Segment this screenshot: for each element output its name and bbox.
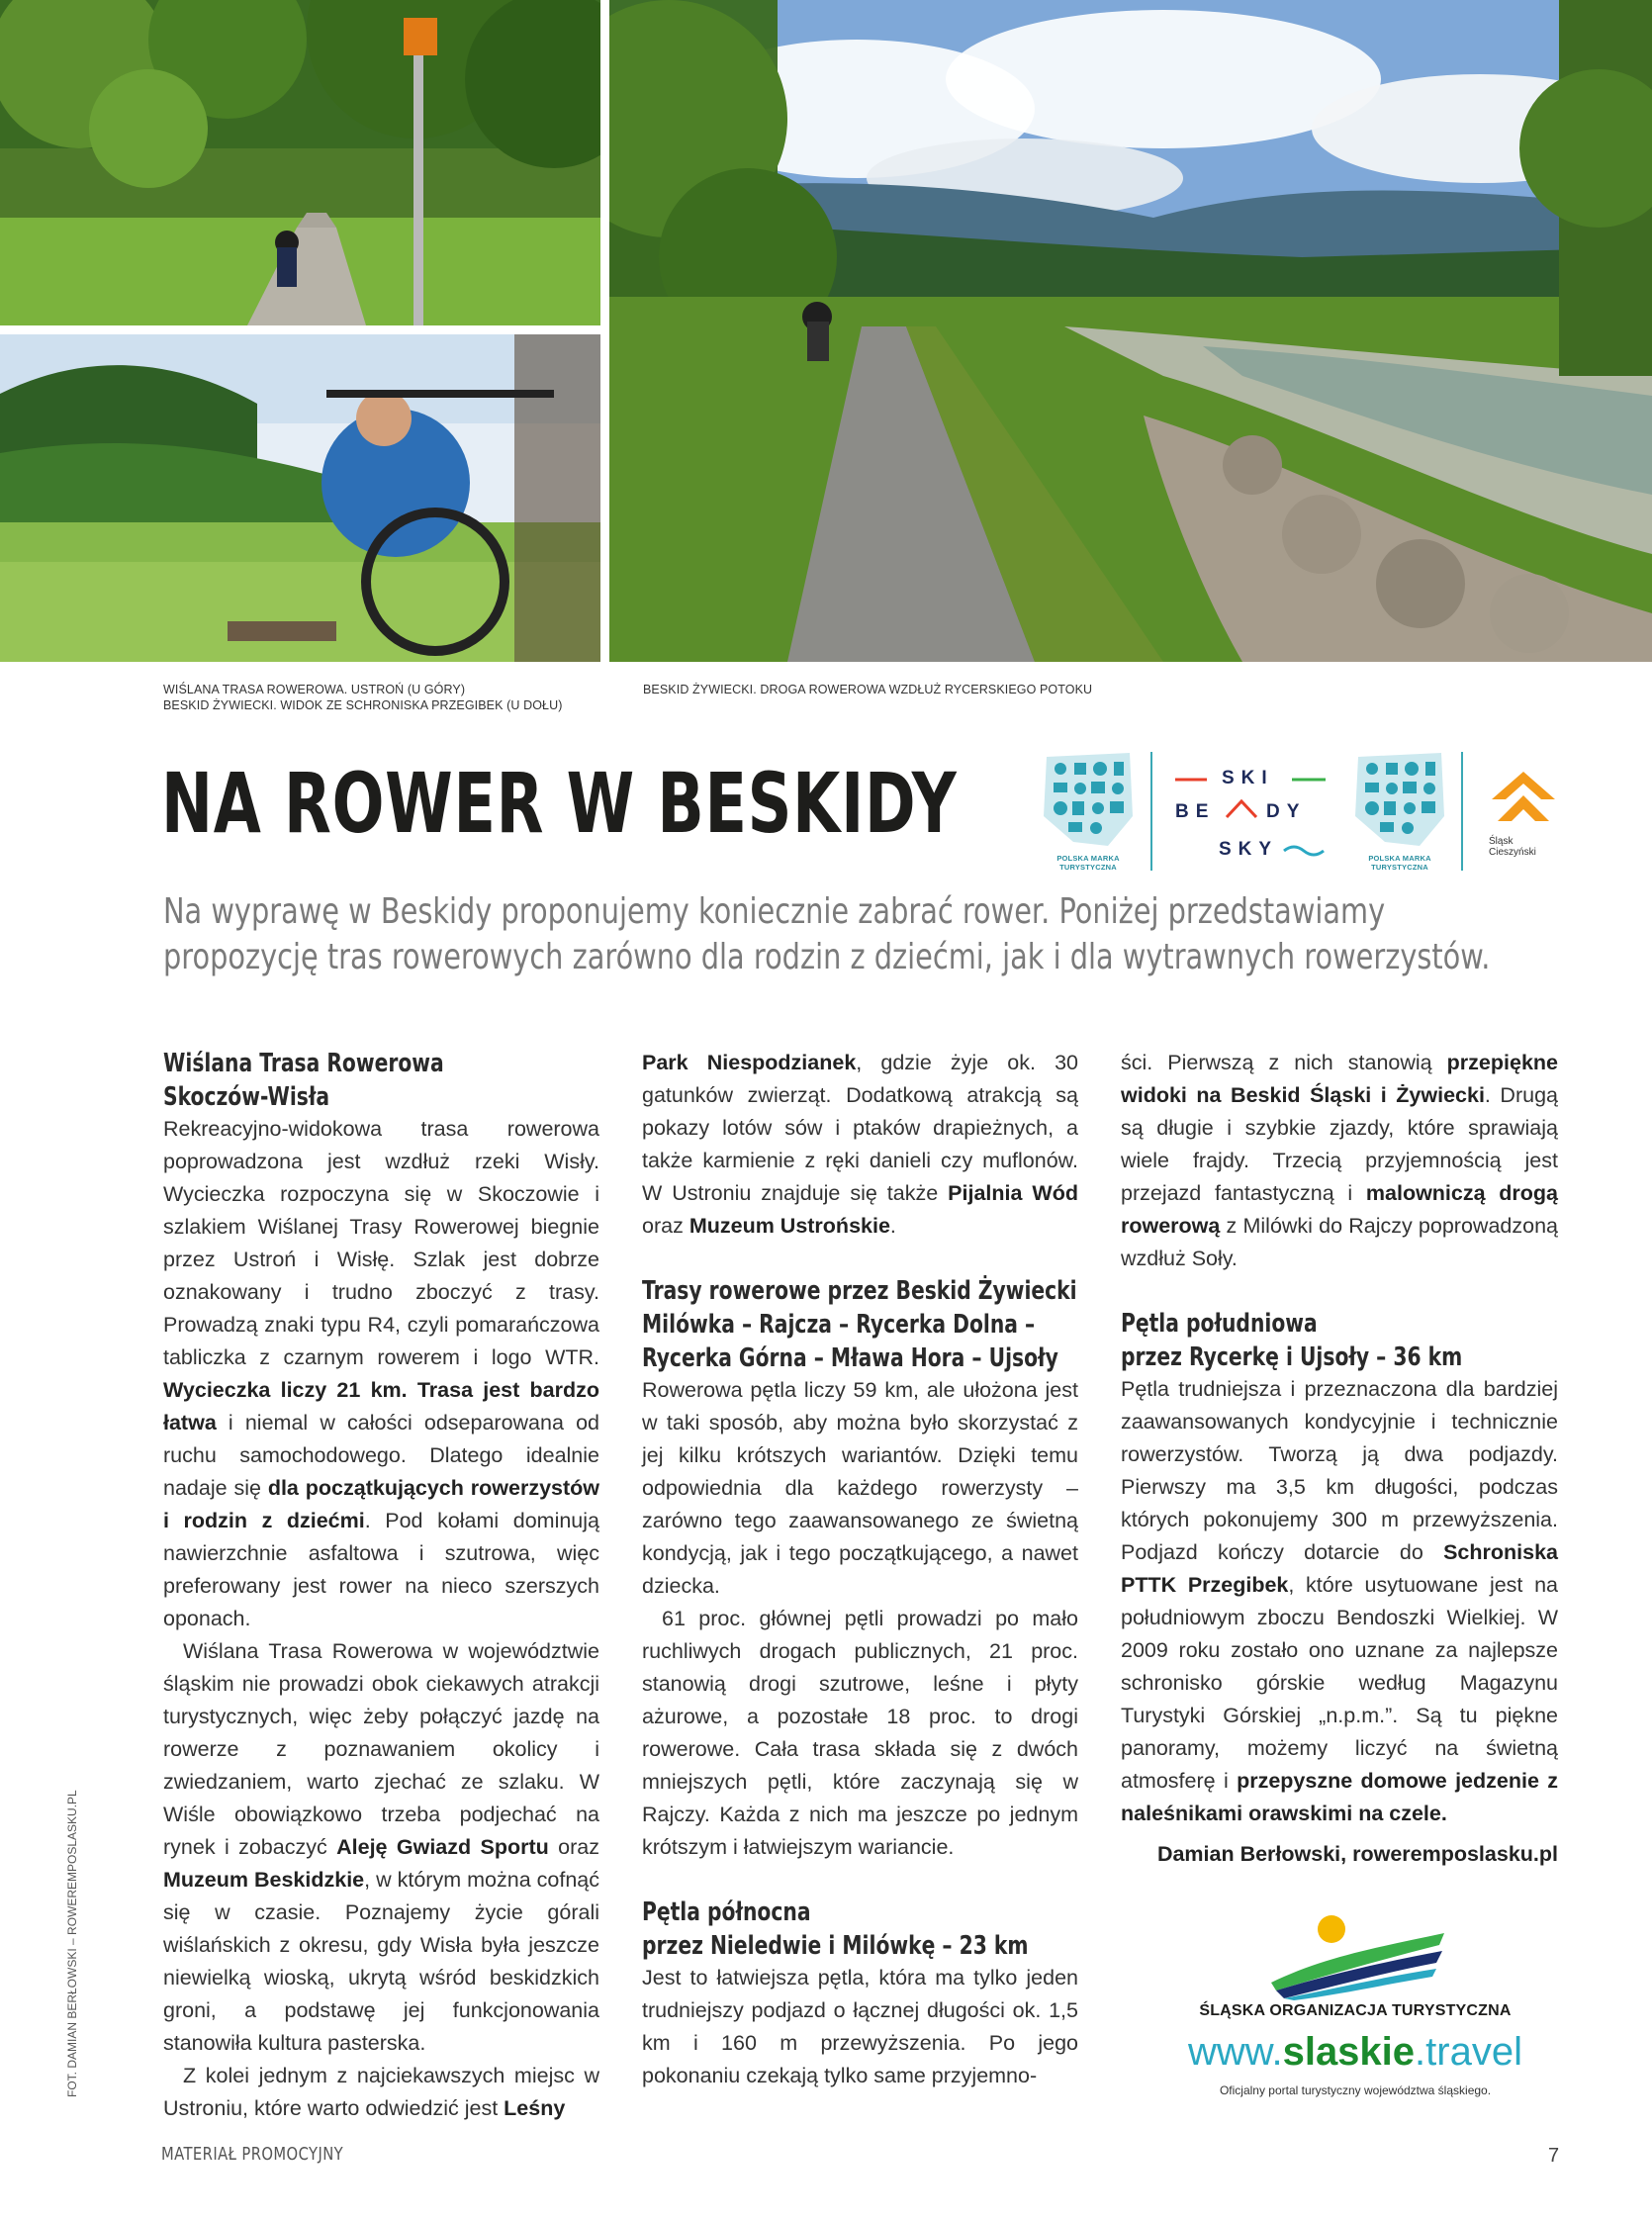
sot-url-bold[interactable]: slaskie [1282,2030,1416,2074]
photo-caption-right: BESKID ŻYWIECKI. DROGA ROWEROWA WZDŁUŻ RYCERSKIEGO POTOKU [643,683,1093,696]
heading-line: Skoczów-Wisła [163,1082,330,1112]
slask-label-line2: Cieszyński [1489,847,1536,858]
heading-line: przez Rycerkę i Ujsoły – 36 km [1121,1342,1463,1372]
article-column-3 [1121,1047,1558,1871]
sot-url-suffix[interactable]: .travel [1415,2030,1522,2074]
paragraph: Jest to łatwiejsza pętla, która ma tylko jeden trudniejszy podjazd o łącznej długości ok. 1,5 km i 160 m przewyższenia. Po jego pokonaniu czekają tylko same przyjemno- [642,1966,1078,2087]
section-heading-petla-poludniowa [1121,1307,1462,1374]
logo-divider [1461,752,1463,871]
slask-label-line1: Śląsk [1489,836,1514,847]
page-title: NA ROWER W BESKIDY [161,755,958,852]
section-heading-beskid-zywiecki [642,1274,1077,1375]
ski-bedy-sky-line2-left: BE [1175,801,1216,822]
lead-line1: Na wyprawę w Beskidy proponujemy koniecznie zabrać rower. Poniżej przedstawiamy [163,891,1386,932]
section-heading-wislana [163,1047,504,1114]
sot-website-link[interactable] [1177,2030,1533,2075]
paragraph: Rekreacyjno-widokowa trasa rowerowa poprowadzona jest wzdłuż rzeki Wisły. Wycieczka rozpoczyna się w Skoczowie i szlakiem Wiślanej Trasy Rowerowej biegnie przez Ustroń i Wisłę. Szlak jest dobrze oznakowany i trudno zboczyć z trasy. Prowadzą znaki typu R4, czyli pomarańczowa tabliczka z czarnym rowerem i logo WTR. Wycieczka liczy 21 km. Trasa jest bardzo łatwa i niemal w całości odseparowana od ruchu samochodowego. Dlatego idealnie nadaje się dla początkujących rowerzystów i rodzin z dziećmi. Pod kołami dominują nawierzchnie asfaltowa i szutrowa, więc preferowany jest rower na nieco szerszych oponach. [163,1117,600,1630]
footer-promo-label: MATERIAŁ PROMOCYJNY [161,2144,344,2165]
photo-widok-przegibek [0,334,600,662]
sot-subtitle: Oficjalny portal turystyczny województwa śląskiego. [1219,2083,1492,2097]
photo-credit: FOT. DAMIAN BERŁOWSKI – ROWEREMPOSLASKU.PL [65,1790,79,2097]
slask-cieszynski-label [1489,836,1536,858]
heading-line: przez Nieledwie i Milówkę – 23 km [642,1931,1029,1961]
photo-droga-rycerski-potok [609,0,1652,662]
paragraph: ści. Pierwszą z nich stanowią przepiękne widoki na Beskid Śląski i Żywiecki. Drugą są długie i szybkie zjazdy, które sprawiają wiele frajdy. Trzecią przyjemnością jest przejazd fantastyczną i malowniczą drogą rowerową z Milówki do Rajczy poprowadzoną wzdłuż Soły. [1121,1051,1559,1270]
author-signature: Damian Berłowski, roweremposlasku.pl [1156,1842,1558,1866]
pmt-label: POLSKA MARKA TURYSTYCZNA [1056,854,1120,872]
paragraph: Rowerowa pętla liczy 59 km, ale ułożona jest w taki sposób, aby można było skorzystać z jej kilku krótszych wariantów. Dzięki temu odpowiednia dla każdego rowerzysty – zarówno tego zaawansowanego ze świetną kondycją, jak i tego początkującego, a nawet dziecka. [642,1378,1078,1598]
heading-line: Pętla północna [642,1897,811,1927]
logo-divider [1150,752,1152,871]
ski-bedy-sky-line3: SKY [1219,839,1279,860]
photo-caption-left [163,682,562,713]
sot-name: ŚLĄSKA ORGANIZACJA TURYSTYCZNA [1199,2002,1512,2019]
polska-marka-turystyczna-logo [1350,747,1449,876]
photo-wislana-trasa-ustron [0,0,600,325]
ski-bedy-sky-logo [1167,760,1340,869]
section-heading-petla-polnocna [642,1896,1029,1963]
article-column-2 [642,1047,1078,2092]
paragraph: 61 proc. głównej pętli prowadzi po mało ruchliwych drogach publicznych, 21 proc. stanowią drogi szutrowe, leśne i płyty ażurowe, a pozostałe 18 proc. to drogi rowerowe. Cała trasa składa się z dwóch mniejszych pętli, które zaczynają się w Rajczy. Każda z nich ma jeszcze po jednym krótszym i łatwiejszym wariancie. [642,1607,1078,1859]
ski-bedy-sky-line2-right: DY [1266,801,1307,822]
slask-cieszynski-logo [1484,762,1563,871]
article-column-1 [163,1047,599,2125]
pmt-label: POLSKA MARKA TURYSTYCZNA [1368,854,1431,872]
lead-line2: propozycję tras rowerowych zarówno dla rodzin z dziećmi, jak i dla wytrawnych rowerzystów. [163,937,1491,977]
caption-left-line2: BESKID ŻYWIECKI. WIDOK ZE SCHRONISKA PRZEGIBEK (U DOŁU) [163,698,563,712]
paragraph: Park Niespodzianek, gdzie żyje ok. 30 gatunków zwierząt. Dodatkową atrakcją są pokazy lotów sów i ptaków drapieżnych, a także karmienie z ręki danieli czy muflonów. W Ustroniu znajduje się także Pijalnia Wód oraz Muzeum Ustrońskie. [642,1051,1078,1238]
paragraph: Wiślana Trasa Rowerowa w województwie śląskim nie prowadzi obok ciekawych atrakcji turystycznych, więc żeby połączyć jazdę na rowerze z poznawaniem okolicy i zwiedzaniem, warto zjechać ze szlaku. W Wiśle obowiązkowo trzeba podjechać na rynek i zobaczyć Aleję Gwiazd Sportu oraz Muzeum Beskidzkie, w którym można cofnąć się w czasie. Poznajemy życie górali wiślańskich z okresu, gdy Wisła była jeszcze niewielką wioską, ukrytą wśród beskidzkich groni, a podstawę jej funkcjonowania stanowiła kultura pasterska. [163,1639,599,2055]
heading-line: Milówka – Rajcza – Rycerka Dolna – [642,1310,1036,1340]
sot-url-prefix[interactable]: www. [1188,2030,1283,2074]
caption-left-line1: WIŚLANA TRASA ROWEROWA. USTROŃ (U GÓRY) [163,683,466,696]
slaska-organizacja-turystyczna-logo [1177,1911,1533,2109]
heading-line: Wiślana Trasa Rowerowa [163,1049,444,1078]
heading-line: Rycerka Górna – Mława Hora – Ujsoły [642,1343,1058,1373]
lead-paragraph [163,889,1491,980]
ski-bedy-sky-line1: SKI [1222,768,1274,788]
page-number: 7 [1548,2145,1560,2167]
heading-line: Trasy rowerowe przez Beskid Żywiecki [642,1276,1077,1306]
paragraph: Z kolei jednym z najciekawszych miejsc w Ustroniu, które warto odwiedzić jest Leśny [163,2064,599,2120]
polska-marka-turystyczna-logo [1039,747,1138,876]
heading-line: Pętla południowa [1121,1309,1318,1339]
paragraph: Pętla trudniejsza i przeznaczona dla bardziej zaawansowanych kondycyjnie i technicznie rowerzystów. Tworzą ją dwa podjazdy. Pierwszy ma 3,5 km długości, podczas których pokonujemy 300 m przewyższenia. Podjazd kończy dotarcie do Schroniska PTTK Przegibek, które usytuowane jest na południowym zboczu Bendoszki Wielkiej. W 2009 roku zostało ono uznane za najlepsze schronisko górskie według Magazynu Turystyki Górskiej „n.p.m.”. Są tu piękne panoramy, możemy liczyć na świetną atmosferę i przepyszne domowe jedzenie z naleśnikami orawskimi na czele. [1121,1377,1558,1825]
